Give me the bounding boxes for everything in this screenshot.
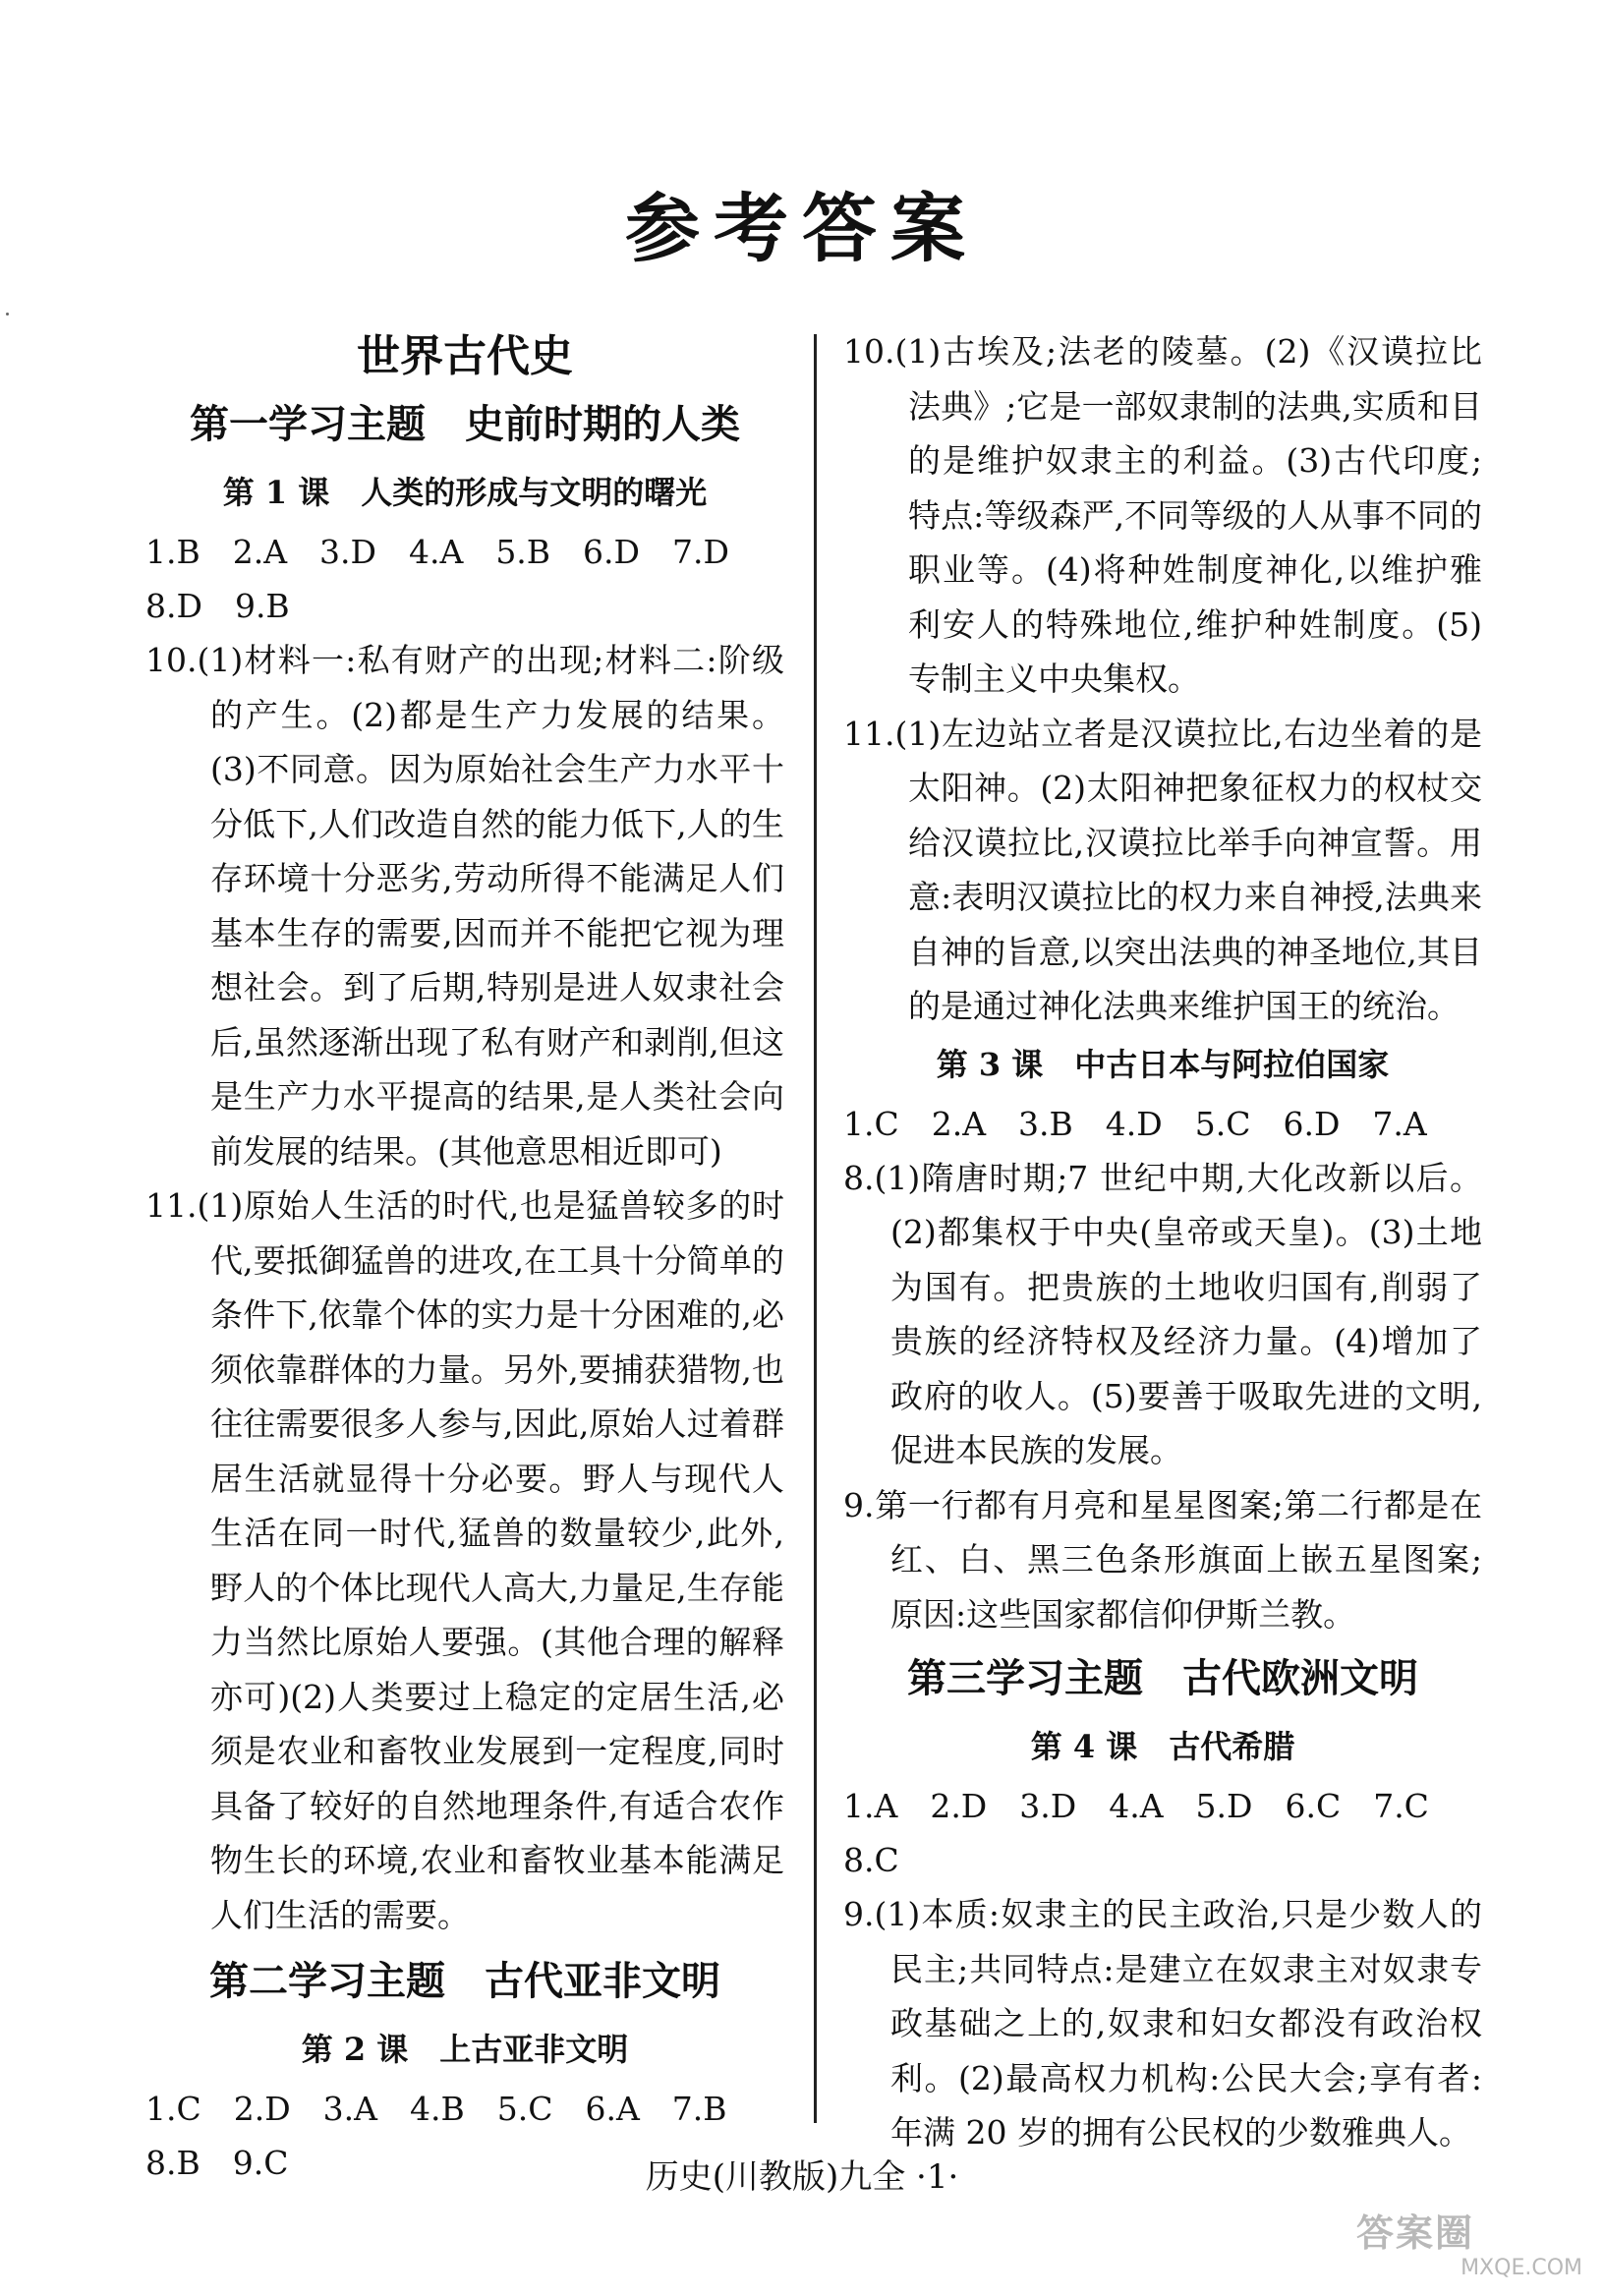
lesson2-answers-line1: 1.C 2.D 3.A 4.B 5.C 6.A 7.B <box>145 2090 727 2128</box>
lesson-heading-1: 第 1 课 人类的形成与文明的曙光 <box>222 474 708 511</box>
lesson-heading-4: 第 4 课 古代希腊 <box>1030 1728 1295 1765</box>
lesson2-question-10: 10.(1)古埃及;法老的陵墓。(2)《汉谟拉比法典》;它是一部奴隶制的法典,实质和目的是维护奴隶主的利益。(3)古代印度;特点:等级森严,不同等级的人从事不同的职业等。(4)将种姓制度神化,以维护雅利安人的特殊地位,维护种姓制度。(5)专制主义中央集权。 <box>843 332 1482 698</box>
page-footer: 历史(川教版)九全 ·1· <box>645 2157 959 2197</box>
right-column <box>843 324 1482 2160</box>
lesson2-question-11: 11.(1)左边站立者是汉谟拉比,右边坐着的是太阳神。(2)太阳神把象征权力的权杖交给汉谟拉比,汉谟拉比举手向神宣誓。用意:表明汉谟拉比的权力来自神授,法典来自神的旨意,以突出法典的神圣地位,其目的是通过神化法典来维护国王的统治。 <box>843 714 1482 1025</box>
lesson3-question-9: 9.第一行都有月亮和星星图案;第二行都是在红、白、黑三色条形旗面上嵌五星图案;原因:这些国家都信仰伊斯兰教。 <box>843 1485 1482 1634</box>
lesson4-answers-line2: 8.C <box>843 1841 899 1879</box>
scan-speck <box>6 313 9 316</box>
lesson1-answers-line1: 1.B 2.A 3.D 4.A 5.B 6.D 7.D <box>145 533 729 571</box>
lesson3-question-8: 8.(1)隋唐时期;7 世纪中期,大化改新以后。(2)都集权于中央(皇帝或天皇)。(3)土地为国有。把贵族的土地收归国有,削弱了贵族的经济特权及经济力量。(4)增加了政府的收人。(5)要善于吸取先进的文明,促进本民族的发展。 <box>843 1158 1482 1469</box>
lesson-heading-3: 第 3 课 中古日本与阿拉伯国家 <box>936 1045 1390 1083</box>
lesson4-question-9: 9.(1)本质:奴隶主的民主政治,只是少数人的民主;共同特点:是建立在奴隶主对奴隶专政基础之上的,奴隶和妇女都没有政治权利。(2)最高权力机构:公民大会;享有者:年满 20 岁的拥有公民权的少数雅典人。 <box>843 1895 1482 2152</box>
lesson4-answers-line1: 1.A 2.D 3.D 4.A 5.D 6.C 7.C <box>843 1787 1429 1825</box>
lesson1-question-11: 11.(1)原始人生活的时代,也是猛兽较多的时代,要抵御猛兽的进攻,在工具十分简单的条件下,依靠个体的实力是十分困难的,必须依靠群体的力量。另外,要捕获猎物,也往往需要很多人参与,因此,原始人过着群居生活就显得十分必要。野人与现代人生活在同一时代,猛兽的数量较少,此外,野人的个体比现代人高大,力量足,生存能力当然比原始人要强。(其他合理的解释亦可)(2)人类要过上稳定的定居生活,必须是农业和畜牧业发展到一定程度,同时具备了较好的自然地理条件,有适合农作物生长的环境,农业和畜牧业基本能满足人们生活的需要。 <box>145 1186 784 1934</box>
lesson3-answers: 1.C 2.A 3.B 4.D 5.C 6.D 7.A <box>843 1104 1427 1143</box>
lesson1-answers-line2: 8.D 9.B <box>145 587 290 625</box>
watermark-url: MXQE.COM <box>1461 2256 1582 2280</box>
watermark-logo <box>1356 2211 1582 2284</box>
theme-heading-3: 第三学习主题 古代欧洲文明 <box>907 1655 1418 1701</box>
watermark-logo-text: 答案圈 <box>1356 2211 1475 2255</box>
lesson2-answers-line2: 8.B 9.C <box>145 2144 289 2182</box>
section-heading: 世界古代史 <box>357 331 573 381</box>
lesson1-question-10: 10.(1)材料一:私有财产的出现;材料二:阶级的产生。(2)都是生产力发展的结果。(3)不同意。因为原始社会生产力水平十分低下,人们改造自然的能力低下,人的生存环境十分恶劣,劳动所得不能满足人们基本生存的需要,因而并不能把它视为理想社会。到了后期,特别是进人奴隶社会后,虽然逐渐出现了私有财产和剥削,但这是生产力水平提高的结果,是人类社会向前发展的结果。(其他意思相近即可) <box>145 641 784 1171</box>
lesson-heading-2: 第 2 课 上古亚非文明 <box>301 2031 629 2068</box>
theme-heading-2: 第二学习主题 古代亚非文明 <box>209 1958 720 2004</box>
column-divider <box>814 334 817 2123</box>
left-column <box>145 324 784 2190</box>
theme-heading-1: 第一学习主题 史前时期的人类 <box>190 401 740 447</box>
page-title: 参考答案 <box>625 185 979 272</box>
